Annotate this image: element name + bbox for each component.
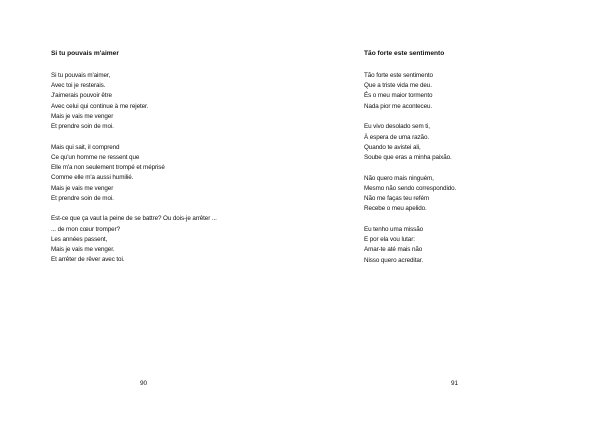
stanza: [51, 71, 291, 132]
poem-line: Mais je vais me venger.: [51, 246, 115, 254]
poem-line: J'aimerais pouvoir être: [51, 92, 112, 100]
poem-line: Mais qui sait, il comprend: [51, 143, 120, 151]
poem-line: Eu vivo desolado sem ti,: [364, 123, 430, 131]
poem-line: Nada pior me aconteceu.: [364, 102, 433, 110]
poem-title: Si tu pouvais m'aimer: [51, 50, 119, 57]
poem-line: ... de mon cœur tromper?: [51, 225, 120, 233]
poem-line: Que a triste vida me deu.: [364, 82, 432, 90]
stanza: [364, 225, 594, 266]
stanza: [51, 143, 291, 204]
poem-line: Tão forte este sentimento: [364, 72, 433, 79]
right-page: [300, 0, 600, 425]
poem-line: Avec celui qui continue à me rejeter.: [51, 102, 149, 110]
poem-right: [364, 50, 594, 276]
poem-line: Est-ce que ça vaut la peine de se battre? Ou dois-je arrêter ...: [51, 215, 217, 223]
poem-line: Mais je vais me venger: [51, 184, 114, 192]
poem-line: Si tu pouvais m'aimer,: [51, 72, 111, 79]
poem-line: Soube que eras a minha paixão.: [364, 153, 452, 161]
poem-line: Comme elle m'a aussi humilié.: [51, 174, 134, 182]
poem-line: Recebe o meu apelido.: [364, 205, 427, 213]
poem-line: Nisso quero acreditar.: [364, 256, 424, 264]
poem-left: [51, 50, 291, 276]
poem-line: E por ela vou lutar:: [364, 236, 415, 244]
poem-line: Quando te avistei ali,: [364, 143, 421, 151]
poem-line: Mesmo não sendo correspondido.: [364, 184, 457, 192]
poem-line: Ce qu'un homme ne ressent que: [51, 153, 140, 161]
poem-line: Não me faças teu refém: [364, 195, 429, 203]
stanza: [364, 122, 594, 163]
poem-line: És o meu maior tormento: [364, 92, 433, 100]
poem-line: Eu tenho uma missão: [364, 225, 424, 233]
poem-line: Amar-te até mais não: [364, 246, 423, 254]
poem-line: Elle m'a non seulement trompé et méprisé: [51, 164, 165, 172]
poem-line: Et prendre soin de moi.: [51, 123, 114, 131]
poem-line: Não quero mais ninguém,: [364, 174, 434, 182]
page-number: 90: [140, 380, 148, 387]
poem-line: Les années passent,: [51, 235, 108, 243]
poem-line: À espera de uma razão.: [364, 133, 430, 141]
poem-line: Et prendre soin de moi.: [51, 194, 114, 202]
stanza: [364, 174, 594, 215]
stanza: [364, 71, 594, 112]
poem-line: Mais je vais me venger: [51, 112, 114, 120]
poem-line: Et arrêter de rêver avec toi.: [51, 256, 125, 264]
page-number: 91: [451, 380, 459, 387]
stanza: [51, 214, 291, 265]
poem-line: Avec toi je resterais.: [51, 82, 106, 90]
poem-title: Tão forte este sentimento: [364, 50, 445, 57]
